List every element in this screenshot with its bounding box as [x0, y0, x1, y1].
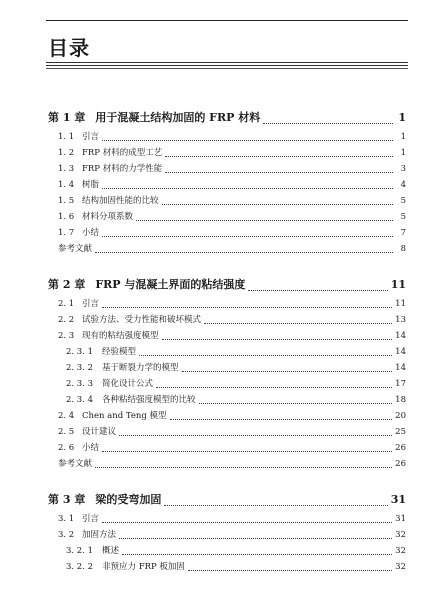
entry-number: 1. 1: [58, 132, 75, 142]
dot-leader: [162, 204, 393, 205]
entry-number: 1. 2: [58, 148, 75, 158]
dot-leader: [162, 339, 393, 340]
section-entry[interactable]: [48, 527, 406, 543]
entry-number: 2. 3: [58, 331, 75, 341]
entry-title: 经验模型: [102, 347, 137, 357]
dot-leader: [188, 570, 392, 571]
page-number: 1: [400, 132, 406, 142]
entry-title: 加固方法: [82, 530, 117, 540]
entry-number: 1. 3: [58, 164, 75, 174]
title-double-rule: [46, 62, 408, 66]
dot-leader: [136, 220, 393, 221]
table-of-contents: [48, 108, 406, 593]
dot-leader: [102, 451, 392, 452]
dot-leader: [263, 123, 393, 124]
entry-number: 1. 7: [58, 228, 75, 238]
entry-number: 2. 5: [58, 427, 75, 437]
section-entry[interactable]: [48, 193, 406, 209]
entry-number: 2. 2: [58, 315, 75, 325]
dot-leader: [102, 522, 392, 523]
dot-leader: [102, 307, 392, 308]
page-number: 32: [395, 530, 406, 540]
chapter-title: FRP 与混凝土界面的粘结强度: [95, 278, 246, 291]
dot-leader: [170, 419, 393, 420]
page-number: 14: [395, 347, 406, 357]
page-number: 4: [400, 180, 406, 190]
entry-title: 材料分项系数: [82, 212, 134, 222]
entry-number: 2. 6: [58, 443, 75, 453]
chapter-section: [48, 275, 406, 472]
entry-title: 设计建议: [82, 427, 117, 437]
dot-leader: [165, 156, 393, 157]
entry-number: 2. 3. 1: [66, 347, 94, 357]
entry-number: 3. 2. 2: [66, 562, 94, 572]
entry-number: 2. 3. 4: [66, 395, 94, 405]
section-entry[interactable]: [48, 177, 406, 193]
dot-leader: [119, 435, 392, 436]
dot-leader: [182, 371, 393, 372]
entry-title: Chen and Teng 模型: [82, 411, 167, 421]
dot-leader: [102, 140, 393, 141]
entry-title: 简化设计公式: [102, 379, 154, 389]
entry-number: 2. 1: [58, 299, 75, 309]
entry-title: 引言: [82, 299, 100, 309]
dot-leader: [102, 188, 393, 189]
dot-leader: [248, 290, 387, 291]
page-number: 7: [400, 228, 406, 238]
page-number: 32: [395, 546, 406, 556]
chapter-title: 梁的受弯加固: [95, 493, 162, 506]
section-entry[interactable]: [48, 225, 406, 241]
page-number: 8: [400, 244, 406, 254]
page-number: 32: [395, 562, 406, 572]
entry-title: 参考文献: [58, 459, 93, 469]
page-number: 1: [400, 148, 406, 158]
entry-title: 基于断裂力学的模型: [102, 363, 179, 373]
references-entry[interactable]: [48, 241, 406, 257]
dot-leader: [164, 505, 387, 506]
entry-number: 1. 5: [58, 196, 75, 206]
section-entry[interactable]: [48, 328, 406, 344]
page-number: 11: [395, 299, 406, 309]
entry-title: 引言: [82, 514, 100, 524]
dot-leader: [199, 403, 393, 404]
subsection-entry[interactable]: [48, 344, 406, 360]
entry-title: 参考文献: [58, 244, 93, 254]
dot-leader: [156, 387, 392, 388]
section-entry[interactable]: [48, 440, 406, 456]
page-number: 31: [395, 514, 406, 524]
chapter-number: 第 2 章: [48, 278, 86, 291]
dot-leader: [95, 467, 392, 468]
page-number: 26: [395, 443, 406, 453]
section-entry[interactable]: [48, 424, 406, 440]
section-entry[interactable]: [48, 312, 406, 328]
entry-number: 2. 4: [58, 411, 75, 421]
entry-title: 概述: [102, 546, 120, 556]
page-number: 25: [395, 427, 406, 437]
section-entry[interactable]: [48, 296, 406, 312]
page-number: 5: [400, 196, 406, 206]
entry-title: 树脂: [82, 180, 100, 190]
entry-title: 各种粘结强度模型的比较: [102, 395, 196, 405]
subsection-entry[interactable]: [48, 543, 406, 559]
page-number: 5: [400, 212, 406, 222]
entry-title: 非预应力 FRP 板加固: [102, 562, 185, 572]
entry-number: 1. 4: [58, 180, 75, 190]
chapter-heading[interactable]: [48, 275, 406, 295]
chapter-number: 第 1 章: [48, 111, 86, 124]
section-entry[interactable]: [48, 209, 406, 225]
page-number: 3: [400, 164, 406, 174]
chapter-heading[interactable]: [48, 108, 406, 128]
entry-title: 引言: [82, 132, 100, 142]
section-entry[interactable]: [48, 408, 406, 424]
entry-title: FRP 材料的力学性能: [82, 164, 163, 174]
dot-leader: [119, 538, 392, 539]
header-rule: [46, 20, 408, 21]
entry-title: 小结: [82, 443, 100, 453]
entry-title: 现有的粘结强度模型: [82, 331, 159, 341]
subsection-entry[interactable]: [48, 360, 406, 376]
chapter-heading[interactable]: [48, 490, 406, 510]
page-number: 18: [395, 395, 406, 405]
chapter-title: 用于混凝土结构加固的 FRP 材料: [95, 111, 261, 124]
page-number: 14: [395, 331, 406, 341]
chapter-section: [48, 108, 406, 257]
page-number: 1: [398, 111, 406, 124]
page-number: 13: [395, 315, 406, 325]
entry-number: 1. 6: [58, 212, 75, 222]
section-entry[interactable]: [48, 161, 406, 177]
page-number: 17: [395, 379, 406, 389]
entry-number: 3. 2. 1: [66, 546, 94, 556]
entry-number: 2. 3. 3: [66, 379, 94, 389]
section-entry[interactable]: [48, 511, 406, 527]
subsection-entry[interactable]: [48, 559, 406, 575]
dot-leader: [95, 252, 393, 253]
entry-number: 2. 3. 2: [66, 363, 94, 373]
page-number: 31: [390, 493, 406, 506]
dot-leader: [102, 236, 393, 237]
page-number: 14: [395, 363, 406, 373]
subsection-entry[interactable]: [48, 392, 406, 408]
page-number: 11: [390, 278, 406, 291]
page-number: 20: [395, 411, 406, 421]
dot-leader: [139, 355, 392, 356]
entry-title: FRP 材料的成型工艺: [82, 148, 163, 158]
dot-leader: [204, 323, 392, 324]
dot-leader: [122, 554, 392, 555]
title-rule: [46, 68, 408, 69]
subsection-entry[interactable]: [48, 376, 406, 392]
references-entry[interactable]: [48, 456, 406, 472]
entry-title: 试验方法、受力性能和破坏模式: [82, 315, 202, 325]
page-number: 26: [395, 459, 406, 469]
chapter-number: 第 3 章: [48, 493, 86, 506]
page-title: 目录: [48, 36, 90, 60]
chapter-section: [48, 490, 406, 575]
entry-title: 结构加固性能的比较: [82, 196, 159, 206]
entry-title: 小结: [82, 228, 100, 238]
dot-leader: [165, 172, 393, 173]
entry-number: 3. 1: [58, 514, 75, 524]
section-entry[interactable]: [48, 145, 406, 161]
section-entry[interactable]: [48, 129, 406, 145]
entry-number: 3. 2: [58, 530, 75, 540]
